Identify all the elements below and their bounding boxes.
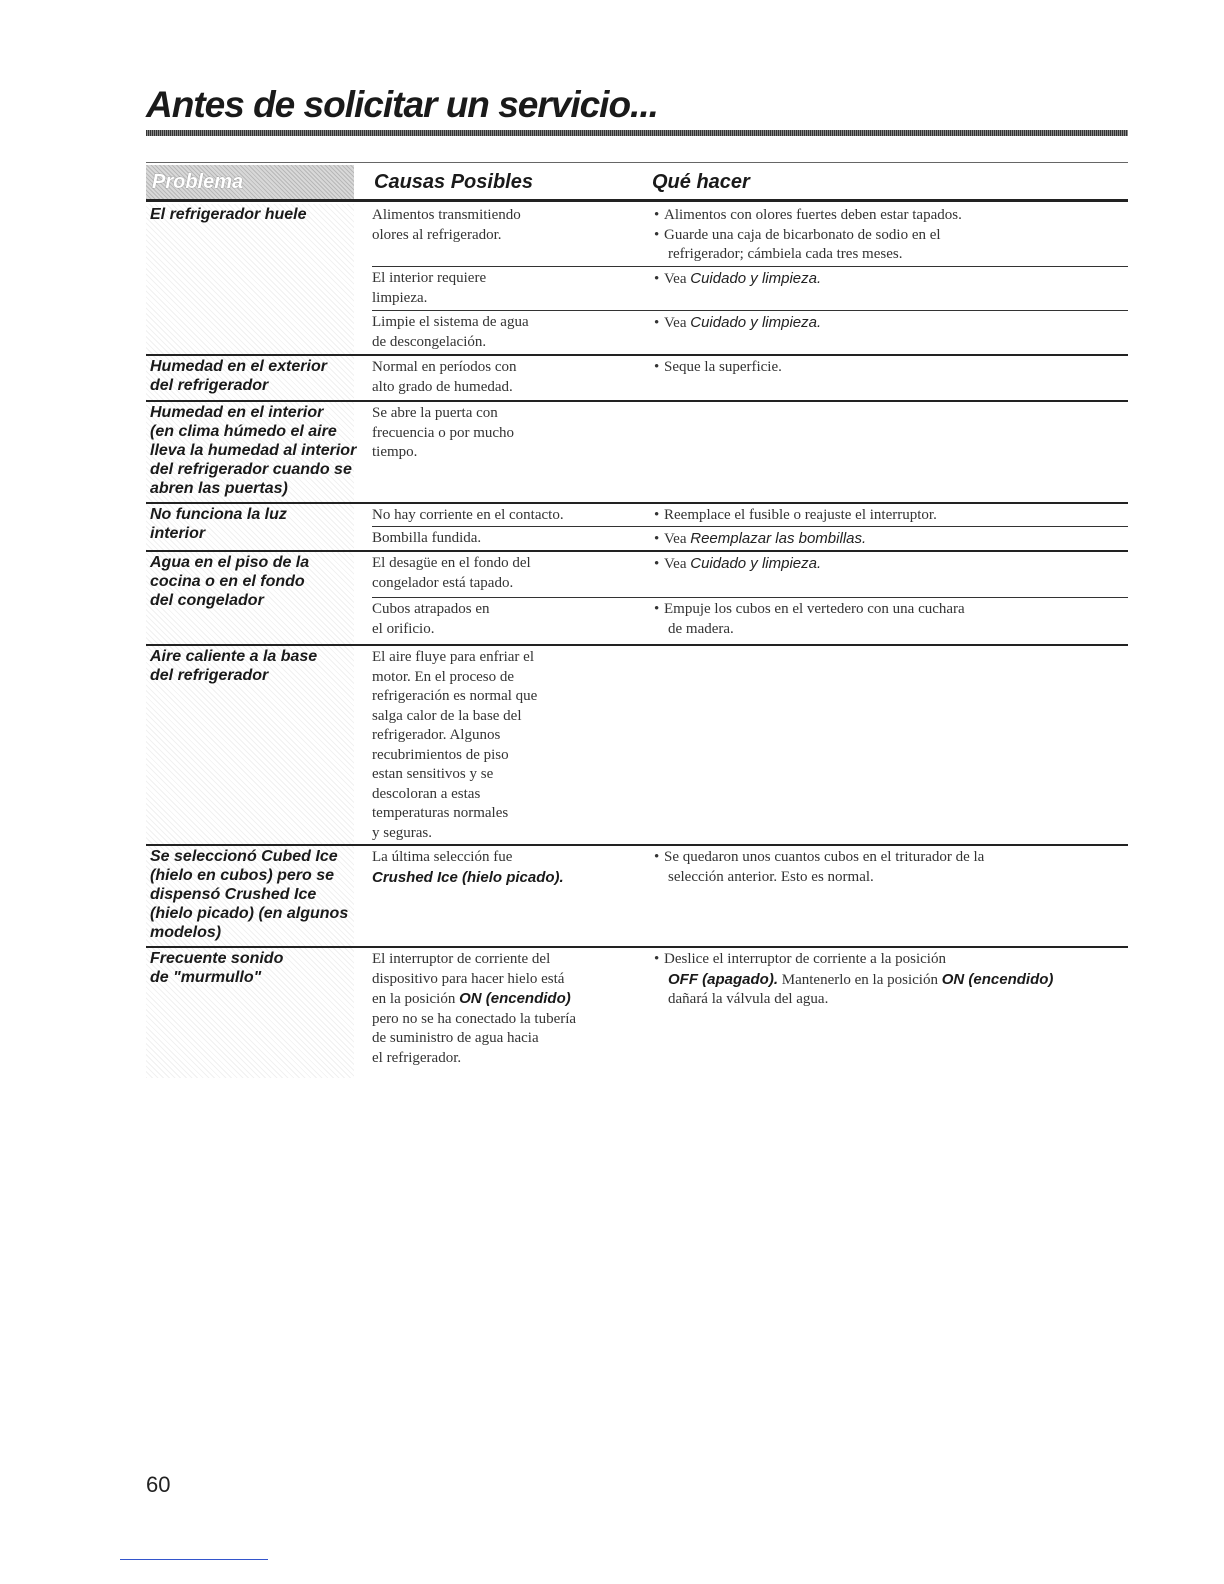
cause-cell: Cubos atrapados en el orificio. xyxy=(372,601,490,637)
reference-link-text: Cuidado y limpieza. xyxy=(690,314,822,331)
table-row xyxy=(372,846,1128,890)
action-cell xyxy=(646,598,1128,641)
on-setting-label: ON (encendido) xyxy=(459,990,571,1007)
table-row xyxy=(372,948,1128,1070)
action-cell xyxy=(646,948,1128,1070)
page-number: 60 xyxy=(146,1472,171,1497)
footer-rule xyxy=(120,1559,268,1560)
header-bottom-rule xyxy=(146,199,1128,202)
action-item: • Deslice el interruptor de corriente a la posición OFF (apagado). Mantenerlo en la posición ON (encendido) dañará la válvula del agua. xyxy=(654,950,1128,1010)
action-item: • Guarde una caja de bicarbonato de sodio en el refrigerador; cámbiela cada tres meses. xyxy=(654,226,1128,265)
problem-group-water-floor xyxy=(146,552,1128,646)
problem-group-odor xyxy=(146,204,1128,356)
problem-label: Aire caliente a la base del refrigerador xyxy=(150,648,318,684)
action-cell xyxy=(646,504,1128,526)
action-cell xyxy=(646,527,1128,552)
action-cell xyxy=(646,552,1128,597)
cause-cell: El interior requiere limpieza. xyxy=(372,270,487,306)
header-top-rule xyxy=(146,162,1128,163)
table-row xyxy=(372,266,1128,310)
problem-group-exterior-humidity xyxy=(146,356,1128,402)
table-row xyxy=(372,356,1128,399)
crushed-ice-label: Crushed Ice (hielo picado). xyxy=(372,868,564,886)
cause-cell: El desagüe en el fondo del congelador está tapado. xyxy=(372,555,531,591)
cause-cell: Limpie el sistema de agua de descongelación. xyxy=(372,314,529,350)
problem-label: El refrigerador huele xyxy=(150,206,307,223)
reference-link-text: Cuidado y limpieza. xyxy=(690,555,822,572)
cause-cell: Se abre la puerta con frecuencia o por mucho tiempo. xyxy=(372,405,515,460)
cause-cell: El interruptor de corriente del dispositivo para hacer hielo está en la posición ON (encendido) pero no se ha conectado la tubería de suministro de agua hacia el refrigerador. xyxy=(372,951,577,1066)
table-row xyxy=(372,310,1128,354)
action-cell xyxy=(646,402,1128,465)
problem-group-interior-humidity xyxy=(146,402,1128,504)
page-title: Antes de solicitar un servicio... xyxy=(146,84,658,125)
header-que-hacer: Qué hacer xyxy=(652,171,750,193)
table-row xyxy=(372,402,1128,465)
problem-label: Agua en el piso de la cocina o en el fondo del congelador xyxy=(150,554,310,609)
problem-label: Humedad en el exterior del refrigerador xyxy=(150,358,327,394)
table-row xyxy=(372,526,1128,552)
action-cell xyxy=(646,267,1128,310)
title-rule xyxy=(146,130,1128,136)
problem-group-ice-selection xyxy=(146,846,1128,948)
action-item: • Alimentos con olores fuertes deben estar tapados. xyxy=(654,206,1128,226)
action-item: • Vea Reemplazar las bombillas. xyxy=(654,529,1128,550)
problem-group-humming-sound xyxy=(146,948,1128,1078)
cause-cell: Bombilla fundida. xyxy=(372,530,482,546)
action-cell xyxy=(646,846,1128,890)
problem-label: Frecuente sonido de "murmullo" xyxy=(150,950,284,986)
action-cell xyxy=(646,356,1128,399)
problem-label: Se seleccionó Cubed Ice (hielo en cubos) pero se dispensó Crushed Ice (hielo picado) (en algunos modelos) xyxy=(150,848,349,941)
off-setting-label: OFF (apagado). xyxy=(668,970,778,988)
reference-link-text: Reemplazar las bombillas. xyxy=(690,530,867,547)
problem-label: No funciona la luz interior xyxy=(150,506,287,542)
cause-cell: No hay corriente en el contacto. xyxy=(372,507,564,523)
header-problema: Problema xyxy=(152,171,244,193)
cause-cell: El aire fluye para enfriar el motor. En el proceso de refrigeración es normal que salga calor de la base del refrigerador. Algunos recubrimientos de piso estan sensitivos y se descoloran a estas temperaturas normales y seguras. xyxy=(372,649,538,841)
action-cell xyxy=(646,204,1128,266)
action-item: • Vea Cuidado y limpieza. xyxy=(654,313,1128,334)
action-item: • Empuje los cubos en el vertedero con una cuchara de madera. xyxy=(654,600,1128,639)
action-item: • Vea Cuidado y limpieza. xyxy=(654,554,1128,575)
table-row xyxy=(372,646,1128,845)
table-header xyxy=(146,162,1128,202)
table-row xyxy=(372,597,1128,641)
table-row xyxy=(372,204,1128,266)
table-row xyxy=(372,504,1128,526)
cause-cell: Alimentos transmitiendo olores al refrigerador. xyxy=(372,207,521,243)
problem-group-warm-air xyxy=(146,646,1128,846)
header-causas: Causas Posibles xyxy=(374,171,533,193)
action-item: • Vea Cuidado y limpieza. xyxy=(654,269,1128,290)
problem-label: Humedad en el interior (en clima húmedo el aire lleva la humedad al interior del refrigerador cuando se abren las puertas) xyxy=(150,404,357,497)
action-cell xyxy=(646,646,1128,845)
problem-group-light xyxy=(146,504,1128,552)
on-setting-label: ON (encendido) xyxy=(941,970,1054,988)
action-item: • Reemplace el fusible o reajuste el interruptor. xyxy=(654,506,1128,526)
action-item: • Seque la superficie. xyxy=(654,358,1128,378)
action-item: • Se quedaron unos cuantos cubos en el triturador de la selección anterior. Esto es normal. xyxy=(654,848,1128,887)
troubleshooting-table xyxy=(146,204,1128,1078)
cause-cell: Normal en períodos con alto grado de humedad. xyxy=(372,359,517,395)
reference-link-text: Cuidado y limpieza. xyxy=(690,270,822,287)
action-cell xyxy=(646,311,1128,354)
cause-cell: La última selección fue Crushed Ice (hielo picado). xyxy=(372,849,564,886)
table-row xyxy=(372,552,1128,597)
